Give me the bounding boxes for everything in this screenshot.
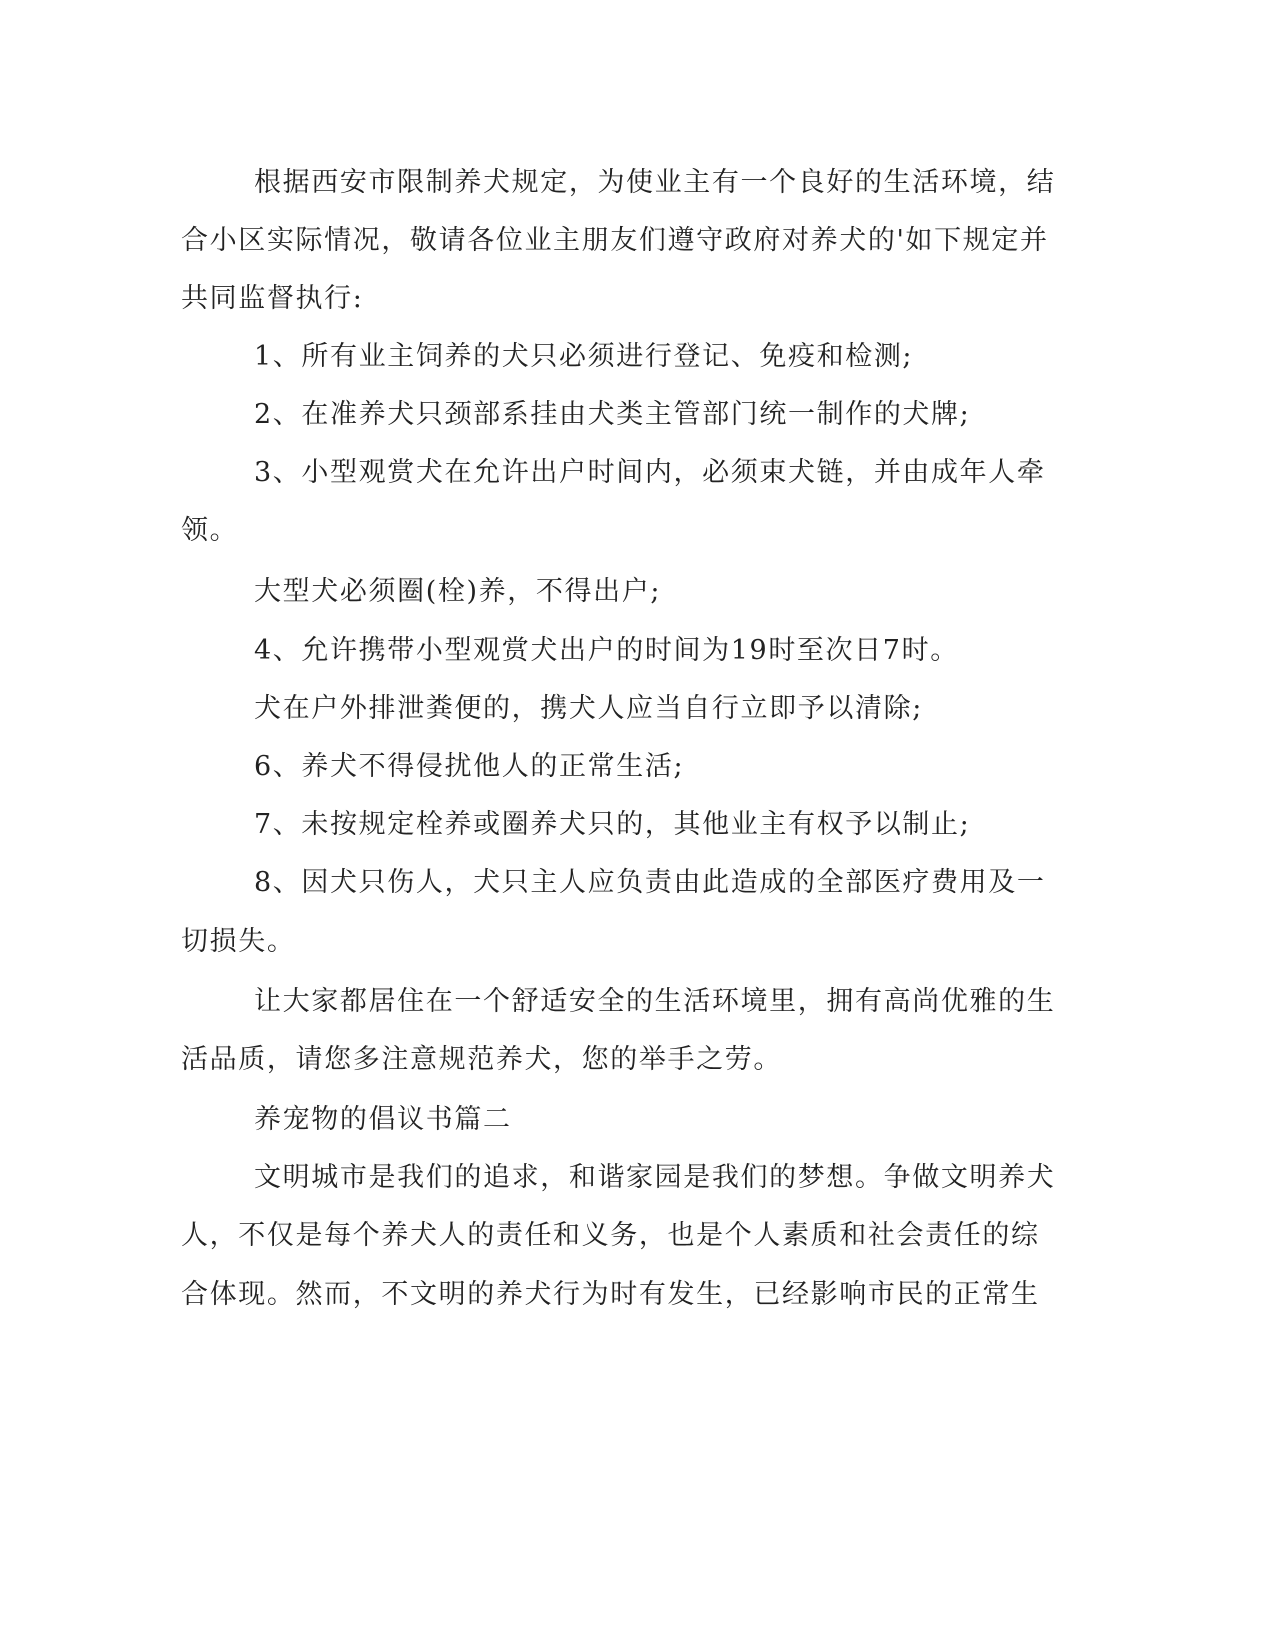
text-line: 切损失。 (181, 926, 296, 957)
text-line: 人，不仅是每个养犬人的责任和义务，也是个人素质和社会责任的综 (181, 1220, 1040, 1251)
text-line: 大型犬必须圈(栓)养，不得出户; (254, 576, 662, 607)
text-line: 合小区实际情况，敬请各位业主朋友们遵守政府对养犬的'如下规定并 (181, 225, 1049, 256)
text-line: 文明城市是我们的追求，和谐家园是我们的梦想。争做文明养犬 (254, 1162, 1056, 1193)
text-line: 领。 (181, 515, 239, 546)
text-line: 8、因犬只伤人，犬只主人应负责由此造成的全部医疗费用及一 (254, 867, 1046, 898)
text-line: 犬在户外排泄粪便的，携犬人应当自行立即予以清除; (254, 693, 923, 724)
text-line: 活品质，请您多注意规范养犬，您的举手之劳。 (181, 1044, 783, 1075)
text-line: 2、在准养犬只颈部系挂由犬类主管部门统一制作的犬牌; (254, 399, 971, 430)
text-line: 7、未按规定栓养或圈养犬只的，其他业主有权予以制止; (254, 809, 971, 840)
text-line: 3、小型观赏犬在允许出户时间内，必须束犬链，并由成年人牵 (254, 457, 1046, 488)
text-line: 合体现。然而，不文明的养犬行为时有发生，已经影响市民的正常生 (181, 1279, 1040, 1310)
text-line: 共同监督执行: (181, 283, 364, 314)
text-line: 根据西安市限制养犬规定，为使业主有一个良好的生活环境，结 (254, 167, 1056, 198)
text-line: 6、养犬不得侵扰他人的正常生活; (254, 751, 685, 782)
text-line: 1、所有业主饲养的犬只必须进行登记、免疫和检测; (254, 341, 914, 372)
text-line: 4、允许携带小型观赏犬出户的时间为19时至次日7时。 (254, 635, 959, 666)
section-heading: 养宠物的倡议书篇二 (254, 1104, 512, 1135)
text-line: 让大家都居住在一个舒适安全的生活环境里，拥有高尚优雅的生 (254, 986, 1056, 1017)
